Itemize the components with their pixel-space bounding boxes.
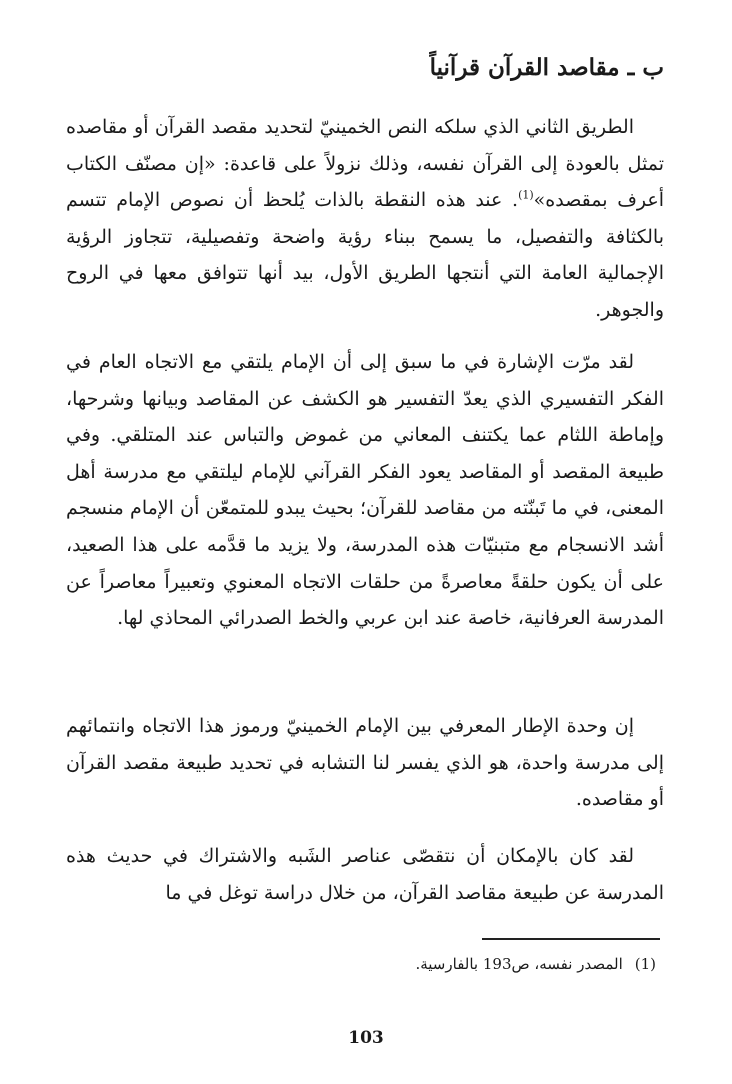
footnote-text: المصدر نفسه، ص193 بالفارسية. bbox=[415, 955, 623, 973]
paragraph-4-text: لقد كان بالإمكان أن نتقصّى عناصر الشَبه والاشتراك في حديث هذه المدرسة عن طبيعة مقاصد القرآن، من خلال دراسة توغل في ما bbox=[66, 845, 664, 904]
paragraph-3 bbox=[66, 708, 664, 818]
paragraph-1 bbox=[66, 109, 664, 329]
paragraph-3-text: إن وحدة الإطار المعرفي بين الإمام الخمينيّ ورموز هذا الاتجاه وانتمائهم إلى مدرسة واحدة، هو الذي يفسر لنا التشابه في تحديد طبيعة مقصد القرآن أو مقاصده. bbox=[66, 715, 664, 811]
paragraph-2 bbox=[66, 344, 664, 637]
footnote bbox=[415, 952, 656, 976]
paragraph-4 bbox=[66, 838, 664, 911]
footnote-marker: (1) bbox=[634, 955, 656, 973]
footnote-reference: (1) bbox=[518, 188, 534, 202]
paragraph-1-text-a: الطريق الثاني الذي سلكه النص الخمينيّ لتحديد مقصد القرآن أو مقاصده تمثل بالعودة إلى القرآن نفسه، وذلك نزولاً على قاعدة: «إن مصنّف الكتاب أعرف بمقصده» bbox=[66, 116, 664, 212]
page-number: 103 bbox=[348, 1028, 384, 1048]
paragraph-1-text-b: . عند هذه النقطة بالذات يُلحظ أن نصوص الإمام تتسم بالكثافة والتفصيل، ما يسمح ببناء رؤية واضحة وتفصيلية، تتجاوز الرؤية الإجمالية العامة التي أنتجها الطريق الأول، بيد أنها تتوافق معها في الروح والجوهر. bbox=[66, 189, 664, 321]
section-heading: ب ـ مقاصد القرآن قرآنياً bbox=[429, 54, 664, 81]
footnote-divider bbox=[482, 938, 660, 940]
paragraph-2-text: لقد مرّت الإشارة في ما سبق إلى أن الإمام يلتقي مع الاتجاه العام في الفكر التفسيري الذي يعدّ التفسير هو الكشف عن المقاصد وبيانها وشرحها، وإماطة اللثام عما يكتنف المعاني من غموض والتباس عند المتلقي. وفي طبيعة المقصد أو المقاصد يعود الفكر القرآني للإمام ليلتقي مع مدرسة أهل المعنى، في ما تَبنّته من مقاصد للقرآن؛ بحيث يبدو للمتمعّن أن الإمام منسجم أشد الانسجام مع متبنيّات هذه المدرسة، ولا يزيد ما قدَّمه على هذا الصعيد، على أن يكون حلقةً معاصرةً من حلقات الاتجاه المعنوي وتعبيراً معاصراً عن المدرسة العرفانية، خاصة عند ابن عربي والخط الصدرائي المحاذي لها. bbox=[66, 351, 664, 630]
